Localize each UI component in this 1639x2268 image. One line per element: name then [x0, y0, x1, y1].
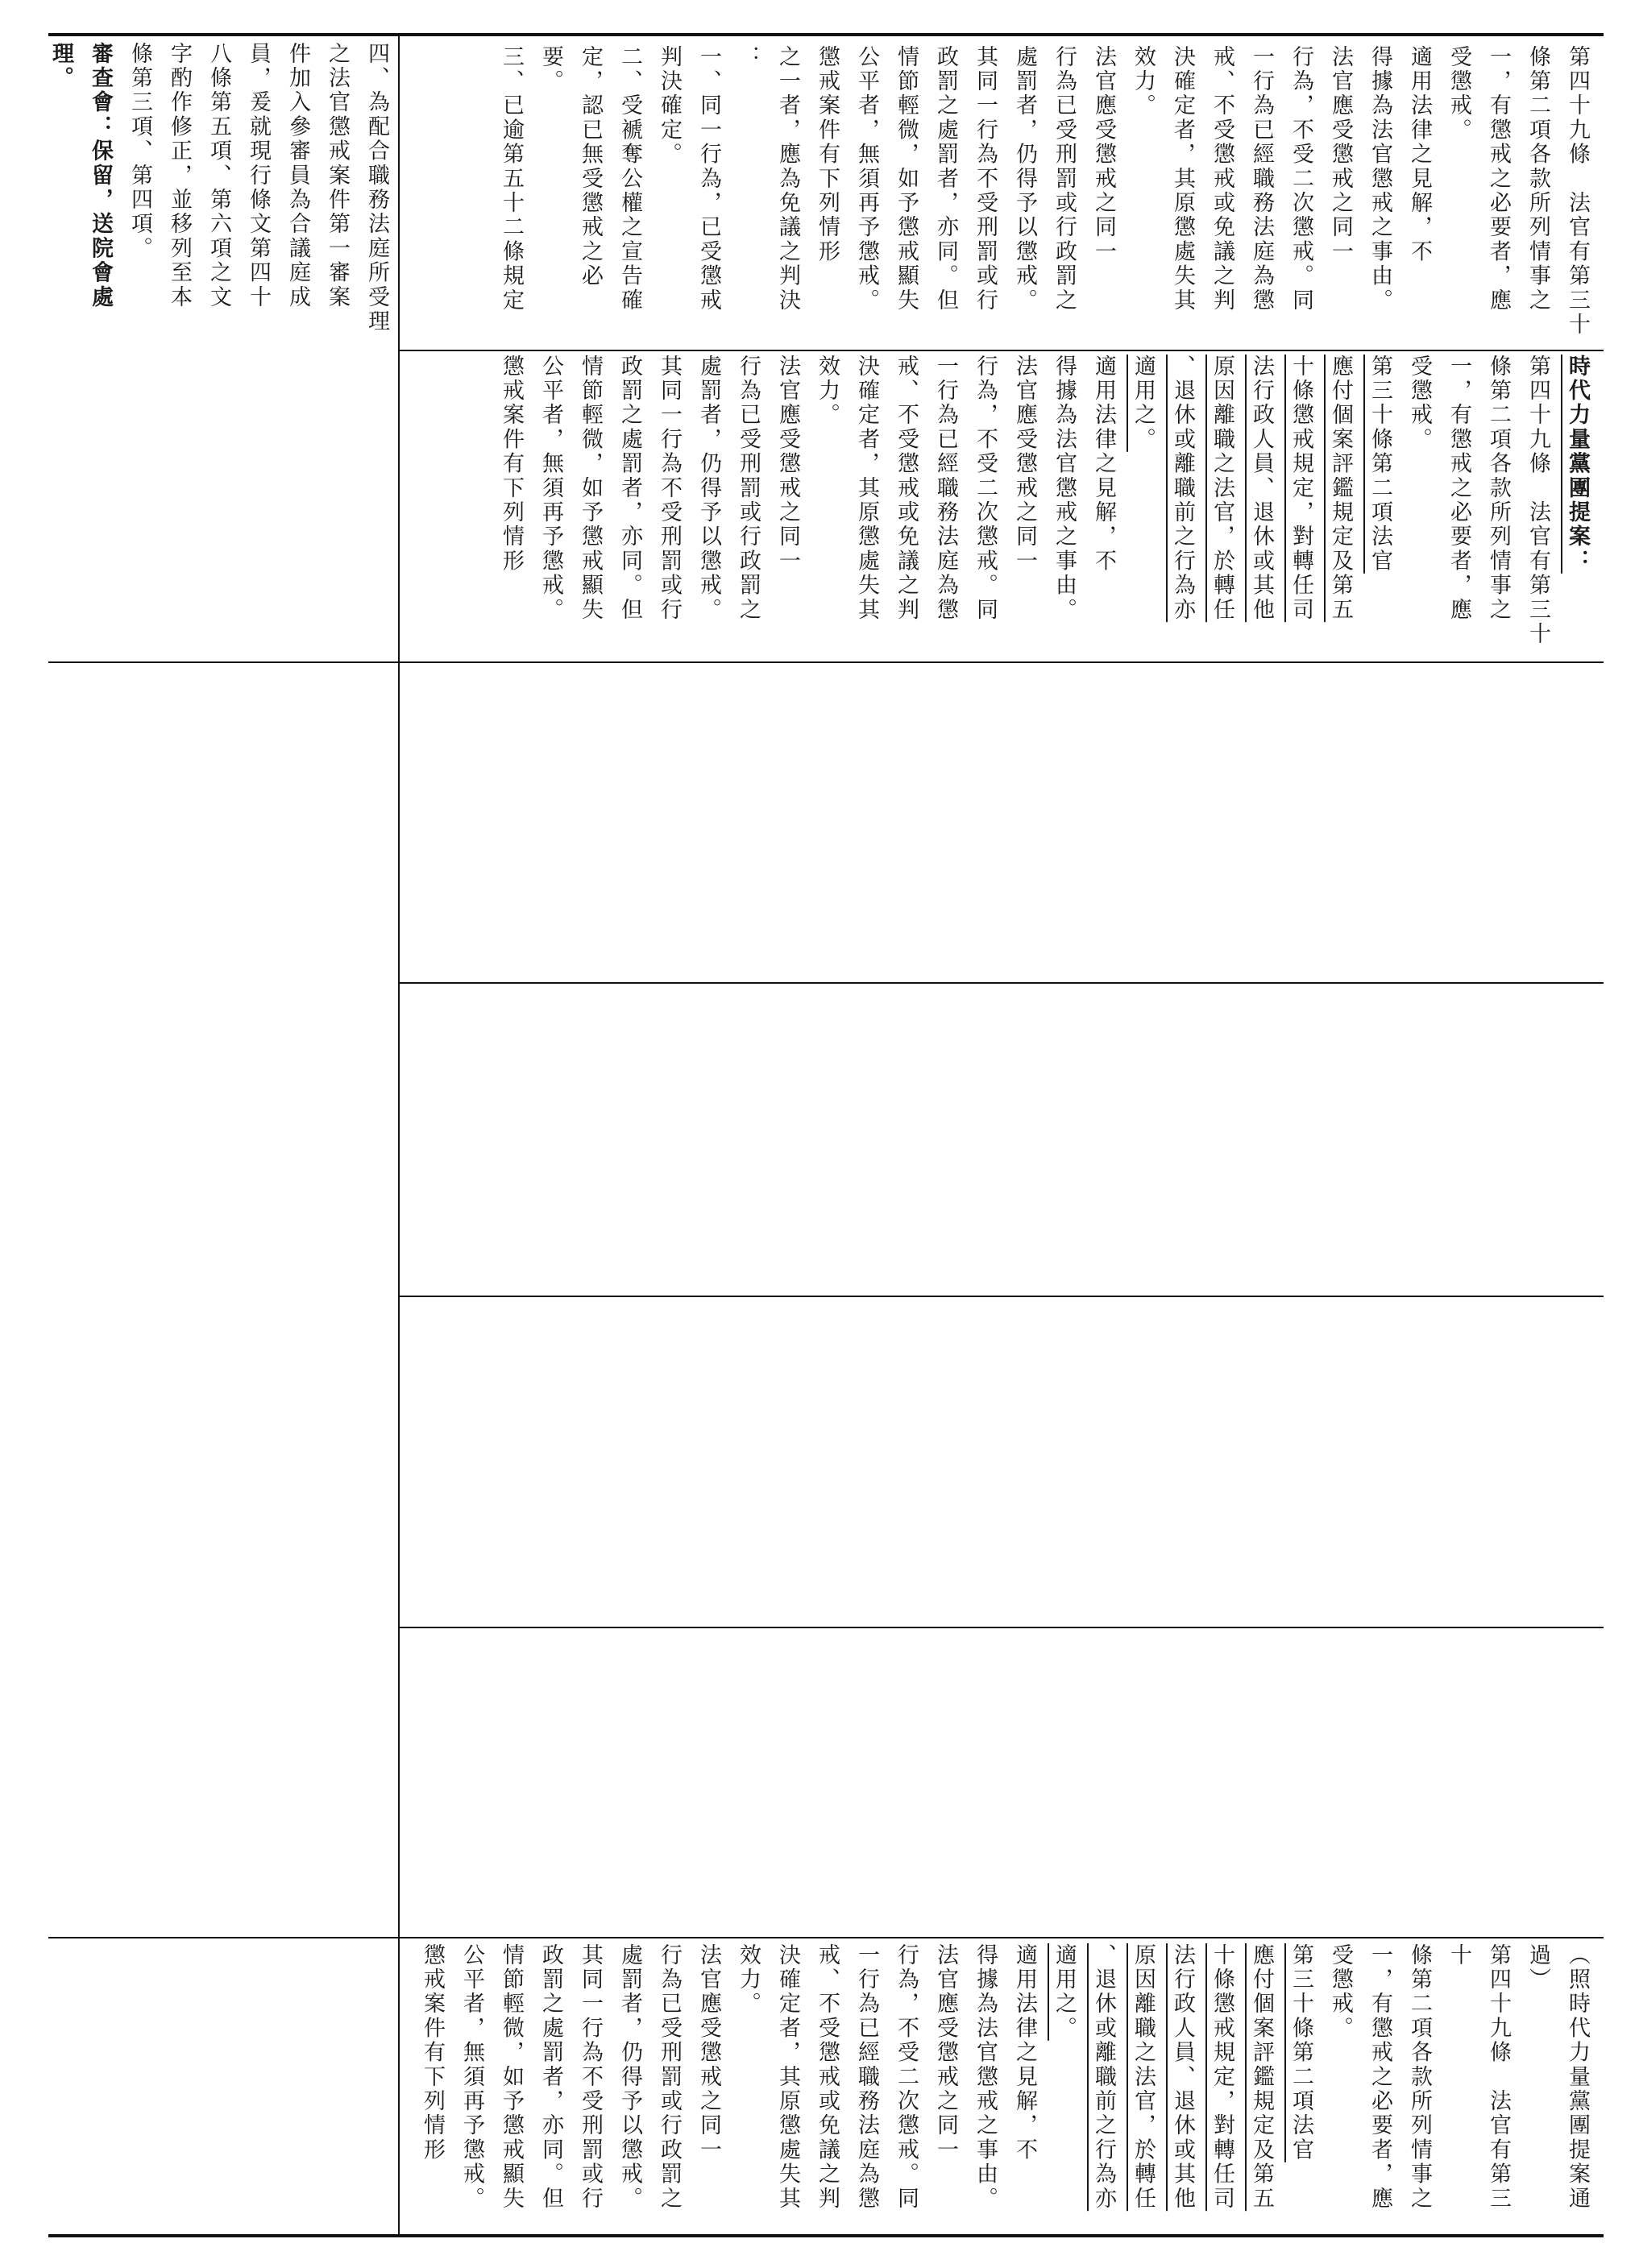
- text-line: 行為已受刑罰或行政罰之: [736, 355, 761, 623]
- text-line: 一行為已經職務法庭為懲: [1249, 45, 1274, 313]
- text-line: 第四十九條 法官有第三十: [1565, 45, 1590, 338]
- text-line: ：: [736, 45, 761, 70]
- text-line: 受懲戒。: [1446, 45, 1471, 143]
- approved-heading: （照時代力量黨團提案通過）: [1525, 1943, 1590, 2212]
- text-line: 應付個案評鑑規定及第五: [1328, 355, 1353, 623]
- text-line: 第三十條第二項法官: [1288, 1943, 1313, 2162]
- text-line: 政罰之處罰者，亦同。但: [617, 355, 642, 623]
- text-line: 條第二項各款所列情事之: [1486, 355, 1511, 623]
- text-line: 法官應受懲戒之同一: [696, 1943, 721, 2162]
- text-line: 法官應受懲戒之同一: [1012, 355, 1037, 574]
- text-line: 行為，不受二次懲戒。同: [894, 1943, 919, 2212]
- text-line: 公平者，無須再予懲戒。: [854, 45, 879, 313]
- text-line: 效力。: [1131, 45, 1156, 118]
- column-divider: [398, 1627, 1604, 1628]
- text-line: 一，有懲戒之必要者，應: [1486, 45, 1511, 313]
- column-divider: [48, 1937, 1604, 1938]
- table-top-rule: [48, 33, 1604, 36]
- text-line: 處罰者，仍得予以懲戒。: [696, 355, 721, 623]
- text-line: 十條懲戒規定，對轉任司: [1210, 1943, 1234, 2212]
- text-line: 法行政人員、退休或其他: [1249, 355, 1274, 623]
- committee-approved-article-cell: [409, 1943, 1597, 2230]
- text-line: 字酌作修正，並移列至本: [167, 42, 192, 310]
- text-line: 行為，不受二次懲戒。同: [973, 355, 998, 623]
- column-divider: [398, 1296, 1604, 1297]
- text-line: 公平者，無須再予懲戒。: [538, 355, 563, 623]
- text-line: 之一者，應為免議之判決: [775, 45, 800, 313]
- text-line: 得據為法官懲戒之事由。: [973, 1943, 998, 2212]
- text-line: 情節輕微，如予懲戒顯失: [499, 1943, 524, 2212]
- text-line: 、退休或離職前之行為亦: [1091, 1943, 1116, 2212]
- text-line: 公平者，無須再予懲戒。: [459, 1943, 484, 2212]
- text-line: 員，爰就現行條文第四十: [246, 42, 271, 310]
- text-line: 原因離職之法官，於轉任: [1210, 355, 1234, 623]
- text-line: 懲戒案件有下列情形: [420, 1943, 445, 2162]
- text-line: 懲戒案件有下列情形: [815, 45, 840, 264]
- text-line: 行為，不受二次懲戒。同: [1288, 45, 1313, 313]
- text-line: 戒、不受懲戒或免議之判: [894, 355, 919, 623]
- text-line: 情節輕微，如予懲戒顯失: [578, 355, 603, 623]
- text-line: 條第二項各款所列情事之: [1407, 1943, 1432, 2212]
- text-line: 應付個案評鑑規定及第五: [1249, 1943, 1274, 2212]
- text-line: 效力。: [736, 1943, 761, 2017]
- text-line: 法官應受懲戒之同一: [933, 1943, 958, 2162]
- text-line: 三、已逾第五十二條規定: [499, 45, 524, 313]
- text-line: 法官應受懲戒之同一: [1328, 45, 1353, 264]
- table-bottom-rule: [48, 2234, 1604, 2237]
- text-line: 適用法律之見解，不: [1012, 1943, 1037, 2162]
- row-divider: [398, 33, 400, 2236]
- text-line: 法官應受懲戒之同一: [775, 355, 800, 574]
- explanation-continued-cell: [48, 42, 396, 346]
- text-line: 其同一行為不受刑罰或行: [657, 355, 682, 623]
- proposal-article-cell: [409, 355, 1597, 657]
- text-line: 判決確定。: [657, 45, 682, 167]
- text-line: 八條第五項、第六項之文: [206, 42, 231, 310]
- text-line: 其同一行為不受刑罰或行: [578, 1943, 603, 2212]
- text-line: 處罰者，仍得予以懲戒。: [617, 1943, 642, 2212]
- text-line: 懲戒案件有下列情形: [499, 355, 524, 574]
- text-line: 政罰之處罰者，亦同。但: [538, 1943, 563, 2212]
- text-line: 決確定者，其原懲處失其: [854, 355, 879, 623]
- text-line: 適用之。: [1131, 355, 1156, 452]
- text-line: 行為已受刑罰或行政罰之: [657, 1943, 682, 2212]
- text-line: 一，有懲戒之必要者，應: [1367, 1943, 1392, 2212]
- text-line: 第四十九條 法官有第三十: [1446, 1943, 1511, 2212]
- text-line: 行為已受刑罰或行政罰之: [1052, 45, 1077, 313]
- text-line: 戒、不受懲戒或免議之判: [1210, 45, 1234, 313]
- text-line: 情節輕微，如予懲戒顯失: [894, 45, 919, 313]
- text-line: 第四十九條 法官有第三十: [1525, 355, 1550, 647]
- text-line: 處罰者，仍得予以懲戒。: [1012, 45, 1037, 313]
- text-line: 原因離職之法官，於轉任: [1131, 1943, 1156, 2212]
- text-line: 決確定者，其原懲處失其: [775, 1943, 800, 2212]
- text-line: 效力。: [815, 355, 840, 428]
- committee-decision: 審查會：保留，送院會處理。: [48, 42, 113, 310]
- text-line: 十條懲戒規定，對轉任司: [1288, 355, 1313, 623]
- text-line: 一、同一行為，已受懲戒: [696, 45, 721, 313]
- text-line: 條第三項、第四項。: [127, 42, 152, 261]
- column-divider: [398, 982, 1604, 984]
- column-divider: [48, 661, 1604, 663]
- text-line: 法官應受懲戒之同一: [1091, 45, 1116, 264]
- text-line: 法行政人員、退休或其他: [1170, 1943, 1195, 2212]
- text-line: 戒、不受懲戒或免議之判: [815, 1943, 840, 2212]
- text-line: 定，認已無受懲戒之必: [578, 45, 603, 288]
- text-line: 適用之。: [1052, 1943, 1077, 2041]
- text-line: 第三十條第二項法官: [1367, 355, 1392, 574]
- text-line: 決確定者，其原懲處失其: [1170, 45, 1195, 313]
- text-line: 條第二項各款所列情事之: [1525, 45, 1550, 313]
- text-line: 、退休或離職前之行為亦: [1170, 355, 1195, 623]
- column-divider: [398, 350, 1604, 351]
- text-line: 一，有懲戒之必要者，應: [1446, 355, 1471, 623]
- proposal-heading: 時代力量黨團提案：: [1565, 355, 1590, 574]
- text-line: 之法官懲戒案件第一審案: [325, 42, 350, 310]
- text-line: 要。: [538, 45, 563, 94]
- current-article-cell: [409, 45, 1597, 346]
- text-line: 受懲戒。: [1328, 1943, 1353, 2041]
- text-line: 件加入參審員為合議庭成: [285, 42, 310, 310]
- text-line: 得據為法官懲戒之事由。: [1367, 45, 1392, 313]
- text-line: 四、為配合職務法庭所受理: [364, 42, 389, 334]
- text-line: 二、受褫奪公權之宣告確: [617, 45, 642, 313]
- text-line: 適用法律之見解，不: [1091, 355, 1116, 574]
- text-line: 一行為已經職務法庭為懲: [933, 355, 958, 623]
- text-line: 適用法律之見解，不: [1407, 45, 1432, 264]
- text-line: 一行為已經職務法庭為懲: [854, 1943, 879, 2212]
- text-line: 受懲戒。: [1407, 355, 1432, 452]
- text-line: 政罰之處罰者，亦同。但: [933, 45, 958, 313]
- text-line: 其同一行為不受刑罰或行: [973, 45, 998, 313]
- text-line: 得據為法官懲戒之事由。: [1052, 355, 1077, 623]
